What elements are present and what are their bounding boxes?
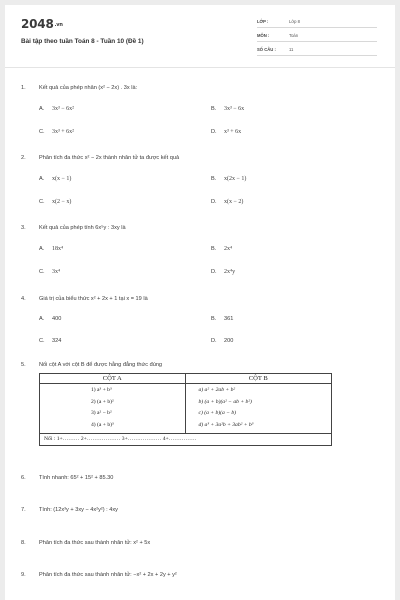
column-a-cell	[40, 384, 186, 433]
option-3d[interactable]: D. 2x⁴y	[211, 269, 236, 275]
column-b-item: a) a² + 2ab + b²	[198, 387, 236, 393]
site-logo[interactable]: 2048.vn	[21, 17, 63, 31]
header-divider	[5, 67, 395, 68]
option-4b[interactable]: B. 361	[211, 316, 234, 322]
option-2d[interactable]: D. x(x − 2)	[211, 199, 244, 205]
question-number: 4.	[21, 296, 26, 302]
option-4a[interactable]: A. 400	[39, 316, 62, 322]
column-b-item: d) a³ + 3a²b + 3ab² + b³	[198, 421, 254, 428]
meta-count-label: SỐ CÂU :	[257, 47, 276, 52]
option-3b[interactable]: B. 2x⁴	[211, 246, 233, 252]
option-2a[interactable]: A. x(x − 1)	[39, 176, 72, 182]
worksheet-title: Bài tập theo tuần Toán 8 - Tuần 10 (Đề 1)	[21, 38, 144, 45]
column-a-header: CỘT A	[40, 374, 186, 383]
question-number: 8.	[21, 540, 26, 546]
option-3c[interactable]: C. 3x⁴	[39, 269, 61, 275]
option-1b[interactable]: B. 3x³ − 6x	[211, 106, 245, 112]
question-number: 6.	[21, 475, 26, 481]
option-2b[interactable]: B. x(2x − 1)	[211, 176, 247, 182]
question-stem: Phân tích đa thức sau thành nhân tử: x² + 5x	[39, 540, 151, 546]
option-2c[interactable]: C. x(2 − x)	[39, 199, 72, 205]
question-number: 3.	[21, 225, 26, 231]
question-stem: Nối cột A với cột B để được hằng đẳng thức đúng	[39, 362, 163, 368]
meta-subject-label: MÔN :	[257, 33, 270, 38]
option-4d[interactable]: D. 200	[211, 338, 234, 344]
table-items-row	[40, 384, 331, 434]
question-stem: Phân tích đa thức sau thành nhân tử: −x² + 2x + 2y + y²	[39, 572, 177, 578]
meta-class-label: LỚP :	[257, 19, 269, 24]
meta-class-row	[257, 15, 377, 28]
option-4c[interactable]: C. 324	[39, 338, 62, 344]
column-b-item: c) (a + b)(a − b)	[198, 410, 237, 416]
meta-count-value: 11	[289, 47, 294, 52]
question-stem: Kết quả của phép nhân (x² − 2x) . 3x là:	[39, 85, 138, 91]
meta-count-row	[257, 43, 377, 56]
column-a-item: 3) a² − b²	[91, 410, 112, 416]
question-stem: Tính: (12x³y + 3xy − 4x²y²) : 4xy	[39, 507, 118, 513]
column-a-item: 4) (a + b)³	[91, 421, 114, 428]
meta-class-value: Lớp 8	[289, 19, 300, 24]
column-a-item: 2) (a + b)²	[91, 398, 114, 405]
column-b-cell	[186, 384, 332, 433]
question-stem: Kết quả của phép tính 6x⁵y : 3xy là	[39, 225, 126, 231]
answer-blanks[interactable]: Nối : 1+……… 2+……………… 3+……………… 4+……………	[44, 436, 197, 442]
column-a-item: 1) a³ + b³	[91, 387, 112, 393]
question-number: 7.	[21, 507, 26, 513]
table-header-row	[40, 374, 331, 384]
answer-row	[40, 434, 331, 445]
meta-subject-value: Toán	[289, 33, 299, 38]
option-1d[interactable]: D. x³ + 6x	[211, 129, 242, 135]
question-number: 2.	[21, 155, 26, 161]
question-number: 5.	[21, 362, 26, 368]
matching-table	[39, 373, 332, 446]
option-3a[interactable]: A. 18x⁴	[39, 246, 64, 252]
option-1a[interactable]: A. 3x³ − 6x²	[39, 106, 74, 112]
worksheet-page	[5, 5, 395, 600]
column-b-header: CỘT B	[248, 375, 268, 382]
question-stem: Phân tích đa thức x² − 2x thành nhân tử ta được kết quả	[39, 155, 180, 161]
meta-subject-row	[257, 29, 377, 42]
column-b-item: b) (a + b)(a² − ab + b²)	[198, 398, 252, 405]
question-stem: Giá trị của biểu thức x² + 2x + 1 tại x = 19 là	[39, 296, 148, 302]
question-number: 1.	[21, 85, 26, 91]
worksheet-header	[5, 5, 395, 63]
option-1c[interactable]: C. 3x³ + 6x²	[39, 129, 74, 135]
question-number: 9.	[21, 572, 26, 578]
question-stem: Tính nhanh: 65² + 15² + 85.30	[39, 475, 114, 481]
